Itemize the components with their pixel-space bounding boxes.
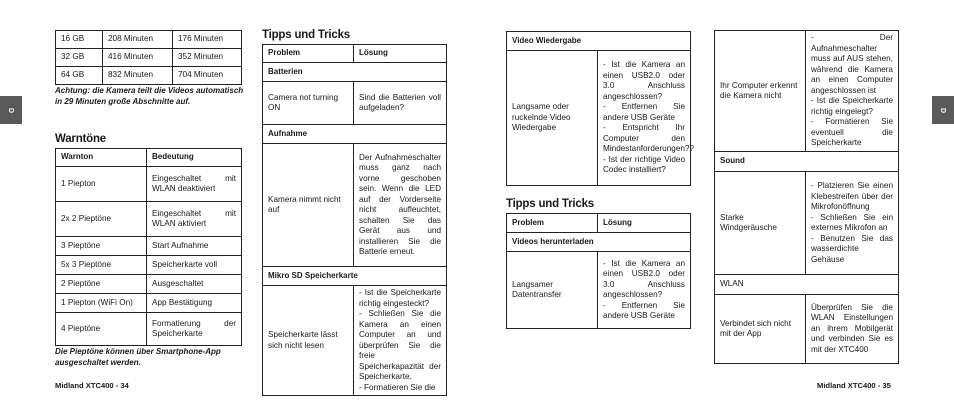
footer-right: Midland XTC400 - 35: [817, 381, 891, 390]
warntoene-table: [55, 148, 242, 346]
tips-section-row: [263, 63, 447, 82]
tips-header-cell: Lösung: [354, 45, 447, 63]
problem-cell: Camera not turning ON: [263, 82, 354, 125]
video-title-row: [507, 32, 691, 51]
problem-cell: Langsame oder ruckelnde Video Wiedergabe: [507, 51, 598, 186]
solution-cell: - Ist die Kamera an einen USB2.0 oder 3.0 Anschluss angeschlossen? - Entfernen Sie andere USB Geräte - Entspricht Ihr Computer den Mindestanforderungen?? - Ist der richtige Video Codec installiert?: [598, 51, 691, 186]
right-troubleshooting-table: [714, 30, 899, 364]
tips-header-cell: Lösung: [598, 214, 691, 233]
troubleshoot-section-row: [715, 152, 899, 172]
warntoene-row: [56, 313, 242, 346]
troubleshoot-row: [715, 295, 899, 364]
video-row: [507, 51, 691, 186]
warntoene-section: [55, 148, 241, 369]
tips-header-cell: Problem: [507, 214, 598, 233]
storage-cell: 64 GB: [56, 67, 103, 85]
troubleshoot-section-title: Sound: [715, 152, 899, 172]
warntoene-row: [56, 202, 242, 237]
solution-cell: Der Aufnahmeschalter muss ganz nach vorne geschoben sein. Wenn die LED auf der Vorderseite nicht aufleuchtet, schalten Sie das Gerät aus und installieren Sie die Batterie erneut.: [354, 144, 447, 267]
tips-right-table: [506, 213, 691, 329]
bedeutung-cell: Ausgeschaltet: [147, 275, 242, 294]
tips-right-heading: Tipps und Tricks: [506, 198, 594, 210]
warntoene-row: [56, 294, 242, 313]
problem-cell: Verbindet sich nicht mit der App: [715, 295, 806, 364]
storage-cell: 32 GB: [56, 49, 103, 67]
tips-header-cell: Problem: [263, 45, 354, 63]
warnton-cell: 3 Pieptöne: [56, 237, 147, 256]
language-tab-left: D: [0, 96, 22, 124]
problem-cell: Speicherkarte lässt sich nicht lesen: [263, 286, 354, 396]
troubleshoot-section-title: WLAN: [715, 275, 899, 295]
tips-left-heading: Tipps und Tricks: [262, 29, 350, 41]
tips-section-title: Videos herunterladen: [507, 233, 691, 252]
solution-cell: Überprüfen Sie die WLAN Einstellungen an ihrem Mobilgerät und verbinden Sie es mit der XTC400: [806, 295, 899, 364]
storage-cell: 832 Minuten: [103, 67, 173, 85]
tips-row: [263, 82, 447, 125]
tips-section-row: [263, 267, 447, 286]
tips-right-section-row: [507, 233, 691, 252]
video-title: Video Wiedergabe: [507, 32, 691, 51]
tips-right-section: [506, 213, 690, 329]
warntoene-row: [56, 167, 242, 202]
footer-left: Midland XTC400 - 34: [55, 381, 129, 390]
tips-section-title: Mikro SD Speicherkarte: [263, 267, 447, 286]
tips-left-header-row: [263, 45, 447, 63]
warnton-cell: 1 Piepton (WiFi On): [56, 294, 147, 313]
storage-row: [56, 67, 242, 85]
storage-cell: 208 Minuten: [103, 31, 173, 49]
tips-row: [263, 144, 447, 267]
bedeutung-cell: Start Aufnahme: [147, 237, 242, 256]
storage-row: [56, 31, 242, 49]
storage-row: [56, 49, 242, 67]
warntoene-header-row: [56, 149, 242, 167]
storage-cell: 416 Minuten: [103, 49, 173, 67]
warntoene-row: [56, 275, 242, 294]
bedeutung-cell: Eingeschaltet mit WLAN deaktiviert: [147, 167, 242, 202]
tips-section-row: [263, 125, 447, 144]
solution-cell: - Ist die Kamera an einen USB2.0 oder 3.0 Anschluss angeschlossen? - Entfernen Sie andere USB Geräte: [598, 252, 691, 329]
bedeutung-cell: Formatierung der Speicherkarte: [147, 313, 242, 346]
warnton-cell: 2x 2 Pieptöne: [56, 202, 147, 237]
warntoene-heading: Warntöne: [55, 133, 106, 145]
problem-cell: Langsamer Datentransfer: [507, 252, 598, 329]
tips-section-title: Batterien: [263, 63, 447, 82]
bedeutung-cell: Eingeschaltet mit WLAN aktiviert: [147, 202, 242, 237]
language-tab-right: D: [932, 96, 954, 124]
troubleshoot-row: [715, 172, 899, 275]
storage-table: [55, 30, 242, 85]
storage-cell: 352 Minuten: [173, 49, 242, 67]
tips-right-header-row: [507, 214, 691, 233]
right-section: [714, 30, 898, 364]
warnton-cell: 1 Piepton: [56, 167, 147, 202]
problem-cell: Starke Windgeräusche: [715, 172, 806, 275]
problem-cell: Kamera nimmt nicht auf: [263, 144, 354, 267]
storage-section: [55, 30, 244, 108]
tips-row: [263, 286, 447, 396]
storage-cell: 16 GB: [56, 31, 103, 49]
warntoene-row: [56, 237, 242, 256]
warnton-cell: 4 Pieptöne: [56, 313, 147, 346]
storage-note: Achtung: die Kamera teilt die Videos automatisch in 29 Minuten große Abschnitte auf.: [55, 86, 244, 106]
video-section: [506, 31, 695, 186]
warnton-cell: 2 Pieptöne: [56, 275, 147, 294]
warntoene-header-cell: Bedeutung: [147, 149, 242, 167]
solution-cell: Sind die Batterien voll aufgeladen?: [354, 82, 447, 125]
storage-cell: 704 Minuten: [173, 67, 242, 85]
warnton-cell: 5x 3 Pieptöne: [56, 256, 147, 275]
warntoene-note: Die Pieptöne können über Smartphone-App ausgeschaltet werden.: [55, 347, 221, 367]
tips-left-section: [262, 44, 446, 396]
bedeutung-cell: App Bestätigung: [147, 294, 242, 313]
troubleshoot-section-row: [715, 275, 899, 295]
warntoene-row: [56, 256, 242, 275]
solution-cell: - Der Aufnahmeschalter muss auf AUS stehen, während die Kamera an einen Computer angeschlossen ist - Ist die Speicherkarte richtig eingelegt? - Formatieren Sie eventuell die Speicherkarte: [806, 31, 899, 152]
tips-left-table: [262, 44, 447, 396]
troubleshoot-row: [715, 31, 899, 152]
tips-row: [507, 252, 691, 329]
solution-cell: - Platzieren Sie einen Klebestreifen über der Mikrofonöffnung - Schließen Sie ein externes Mikrofon an - Benutzen Sie das wasserdichte Gehäuse: [806, 172, 899, 275]
solution-cell: - Ist die Speicherkarte richtig eingesteckt? - Schließen Sie die Kamera an einen Computer an und überprüfen Sie die freie Speicherkapazität der Speicherkarte. - Formatieren Sie die: [354, 286, 447, 396]
video-table: [506, 31, 695, 186]
tips-section-title: Aufnahme: [263, 125, 447, 144]
storage-cell: 176 Minuten: [173, 31, 242, 49]
problem-cell: Ihr Computer erkennt die Kamera nicht: [715, 31, 806, 152]
bedeutung-cell: Speicherkarte voll: [147, 256, 242, 275]
warntoene-header-cell: Warnton: [56, 149, 147, 167]
